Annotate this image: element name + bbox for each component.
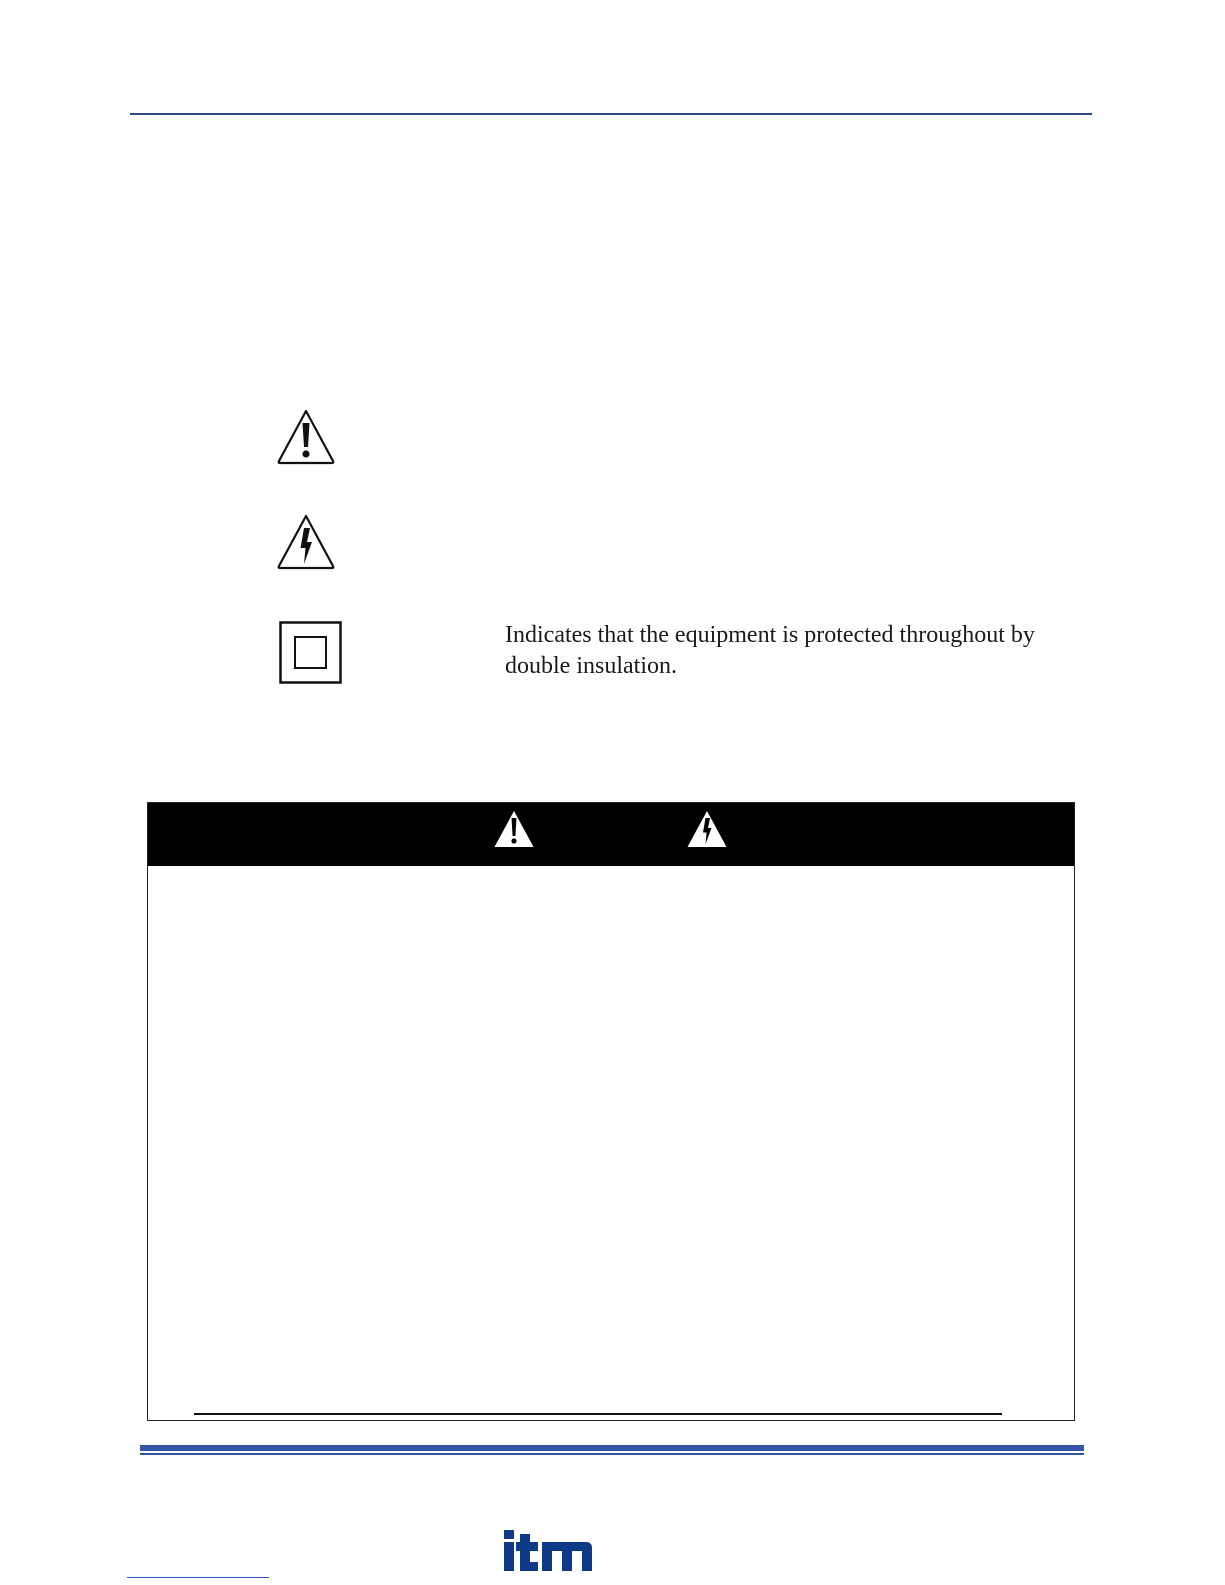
warning-header-caution bbox=[493, 809, 535, 854]
caution-triangle-icon bbox=[493, 809, 535, 849]
warning-box bbox=[147, 802, 1075, 1421]
electric-shock-symbol bbox=[277, 514, 335, 570]
electric-shock-triangle-icon bbox=[686, 809, 728, 849]
itm-logo bbox=[502, 1530, 594, 1572]
double-insulation-icon bbox=[279, 621, 342, 684]
itm-logo-icon bbox=[502, 1530, 594, 1572]
footer-rule-thin bbox=[140, 1453, 1084, 1455]
electric-shock-triangle-icon bbox=[277, 514, 335, 570]
caution-triangle-icon bbox=[277, 409, 335, 465]
header-rule bbox=[130, 113, 1092, 115]
caution-symbol bbox=[277, 409, 335, 465]
warning-header-shock bbox=[686, 809, 728, 854]
double-insulation-symbol bbox=[279, 621, 342, 684]
warning-header bbox=[148, 803, 1074, 866]
footer-rule bbox=[140, 1445, 1084, 1451]
double-insulation-description: Indicates that the equipment is protected throughout by double insulation. bbox=[505, 622, 1035, 679]
footer-link-underline[interactable] bbox=[127, 1577, 269, 1578]
warning-box-rule bbox=[194, 1413, 1002, 1415]
